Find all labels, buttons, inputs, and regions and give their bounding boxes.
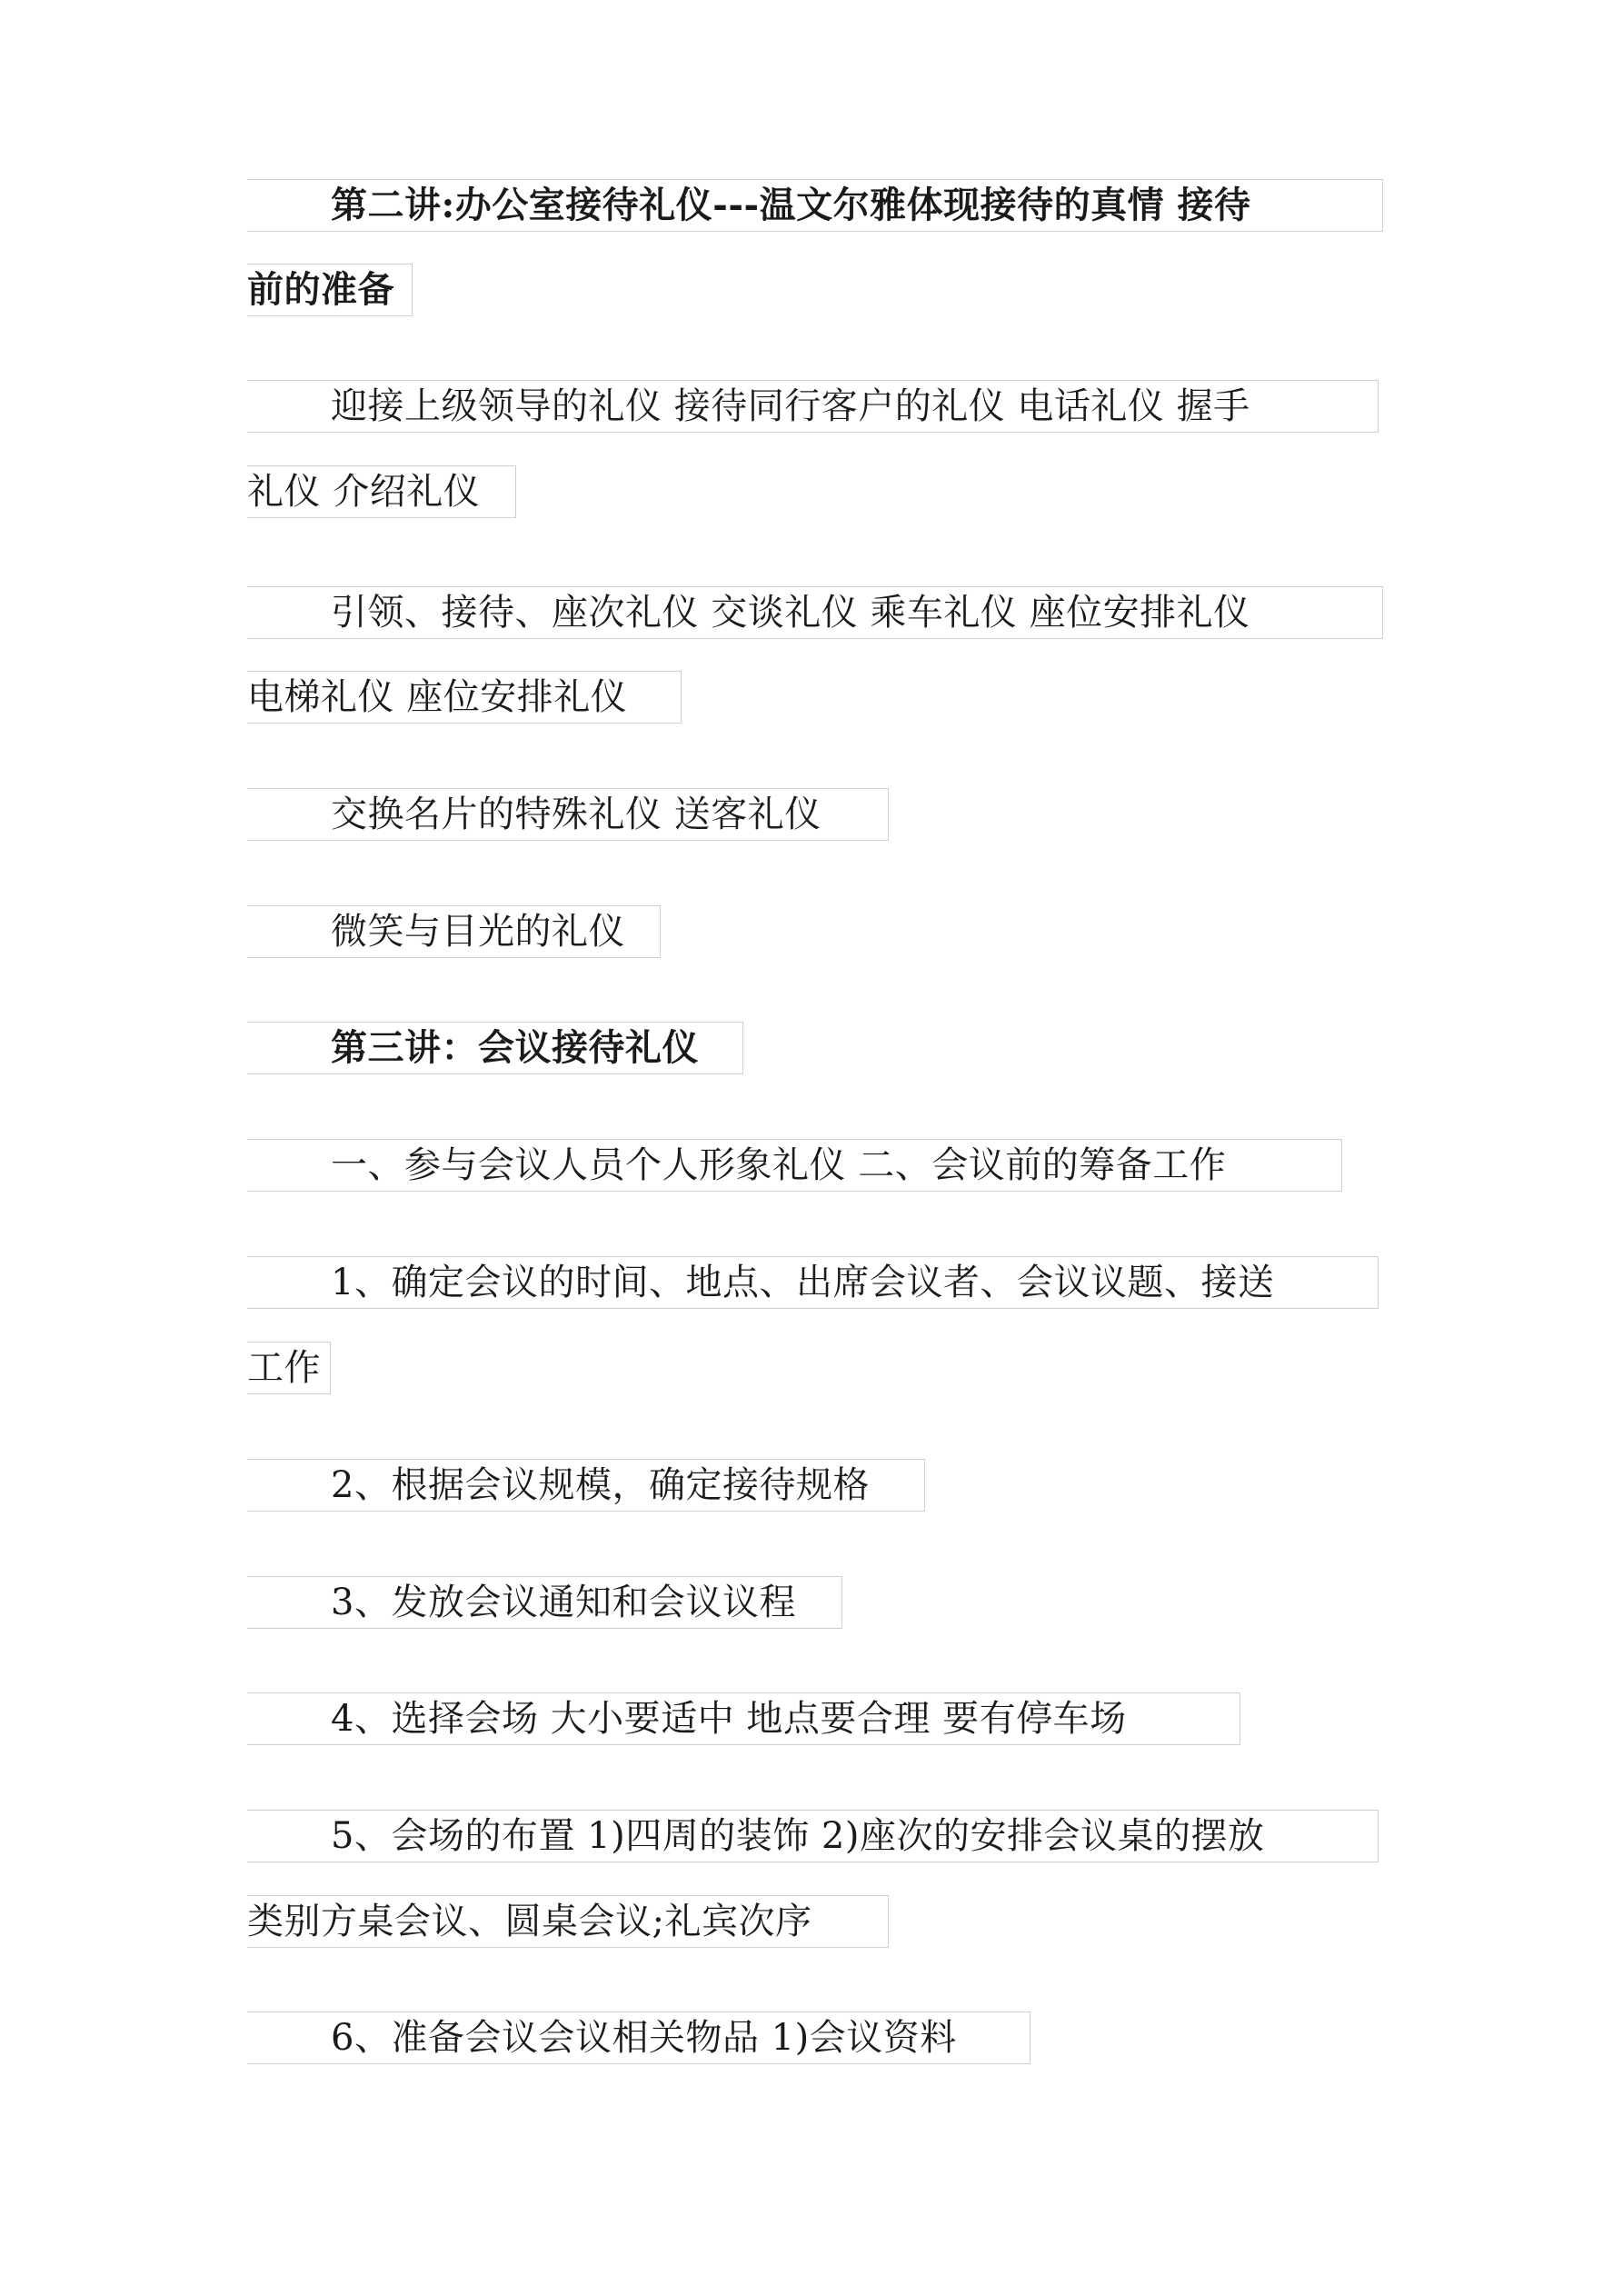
paragraph-line: 6、准备会议会议相关物品 1)会议资料 <box>247 2011 1031 2064</box>
paragraph-line: 礼仪 介绍礼仪 <box>247 465 516 518</box>
heading-lecture-two-continued: 前的准备 <box>247 264 413 316</box>
paragraph-line: 4、选择会场 大小要适中 地点要合理 要有停车场 <box>247 1692 1240 1745</box>
heading-lecture-two: 第二讲:办公室接待礼仪---温文尔雅体现接待的真情 接待 <box>247 179 1383 232</box>
paragraph-line: 类别方桌会议、圆桌会议;礼宾次序 <box>247 1895 889 1948</box>
paragraph-line: 5、会场的布置 1)四周的装饰 2)座次的安排会议桌的摆放 <box>247 1810 1379 1862</box>
paragraph-line: 工作 <box>247 1342 331 1394</box>
paragraph-line: 引领、接待、座次礼仪 交谈礼仪 乘车礼仪 座位安排礼仪 <box>247 586 1383 639</box>
paragraph-line: 1、确定会议的时间、地点、出席会议者、会议议题、接送 <box>247 1256 1379 1309</box>
paragraph-line: 3、发放会议通知和会议议程 <box>247 1576 842 1629</box>
paragraph-line: 迎接上级领导的礼仪 接待同行客户的礼仪 电话礼仪 握手 <box>247 380 1379 433</box>
heading-lecture-three: 第三讲：会议接待礼仪 <box>247 1022 743 1074</box>
paragraph-line: 微笑与目光的礼仪 <box>247 905 661 958</box>
paragraph-line: 电梯礼仪 座位安排礼仪 <box>247 671 682 724</box>
paragraph-line: 一、参与会议人员个人形象礼仪 二、会议前的筹备工作 <box>247 1139 1342 1192</box>
paragraph-line: 交换名片的特殊礼仪 送客礼仪 <box>247 788 889 841</box>
paragraph-line: 2、根据会议规模，确定接待规格 <box>247 1459 925 1512</box>
